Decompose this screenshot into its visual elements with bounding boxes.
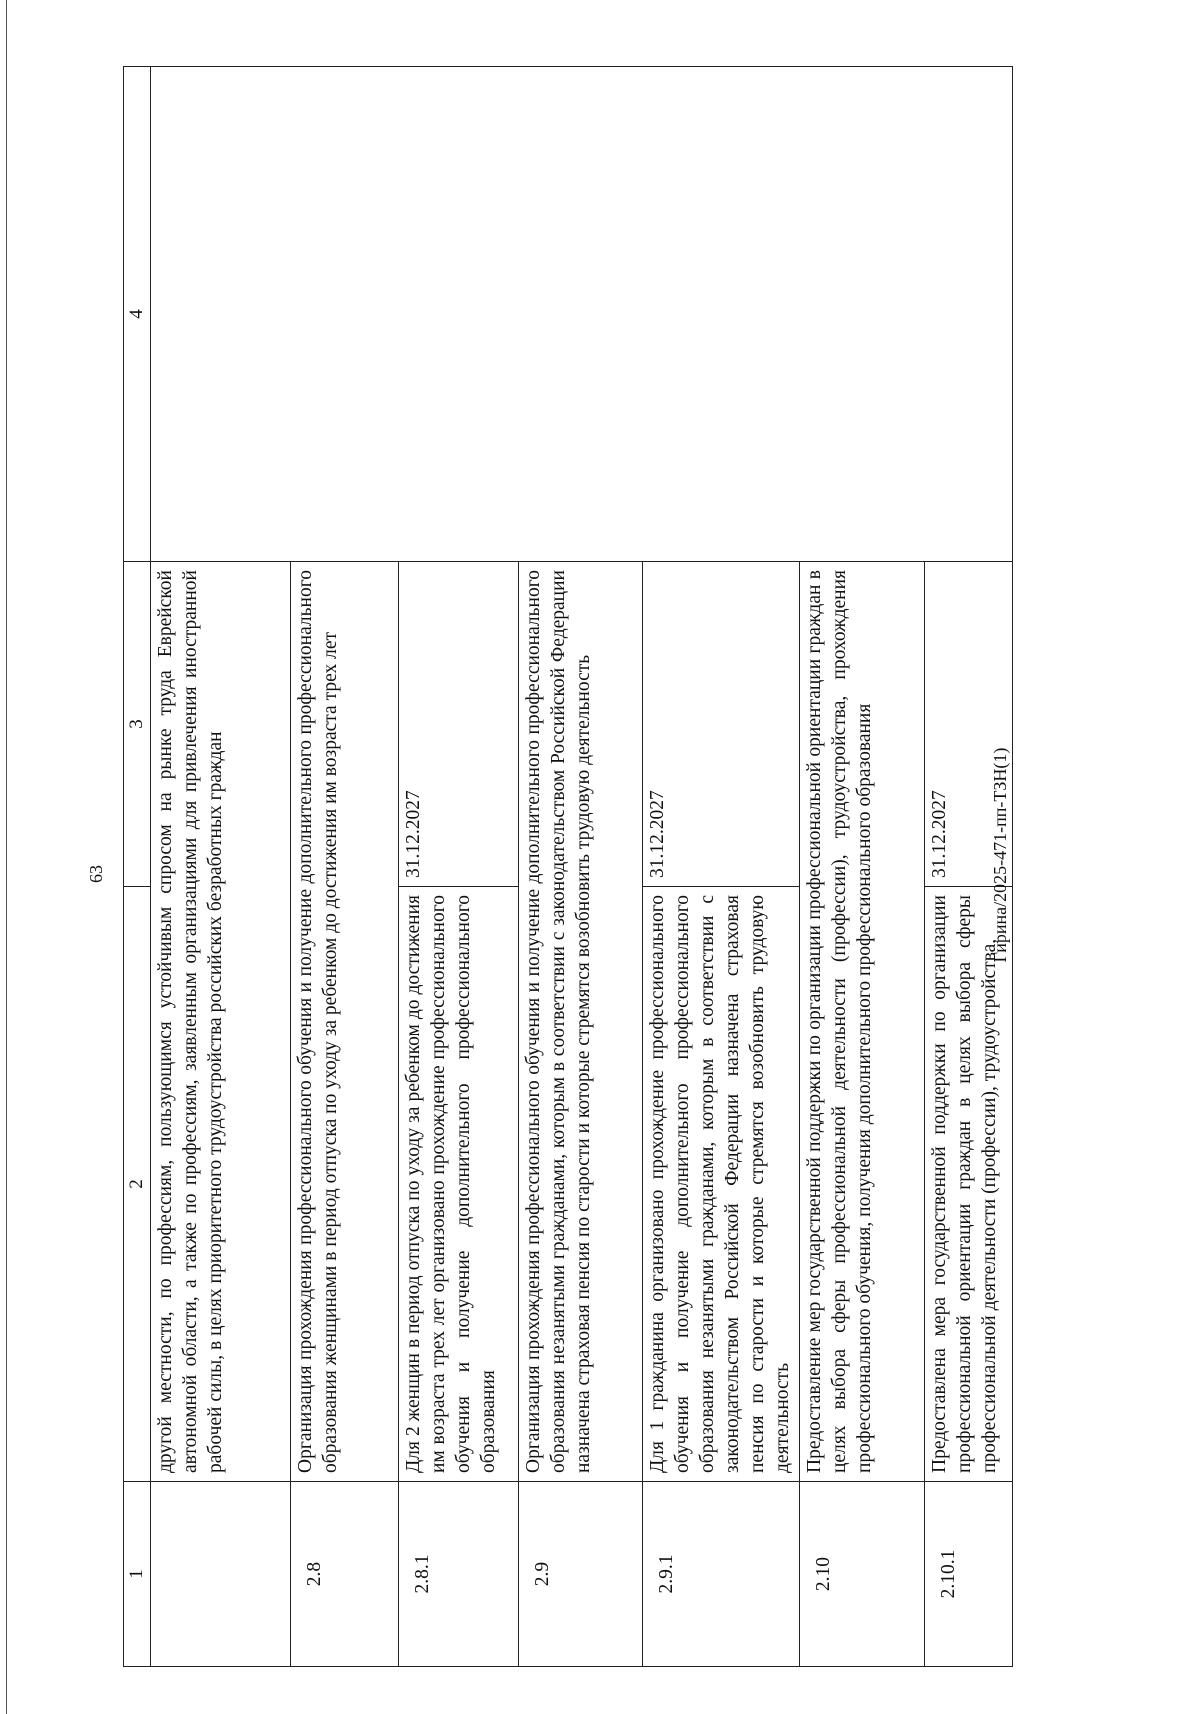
row-text: Для 1 гражданина организовано прохождение профессионального обучения и получение дополнительного профессионального образования незанятыми гражданами, которым в соответствии с законодательством Российской Федерации назначена страховая пенсия по старости и которые стремятся возобновить трудовую деятельность: [643, 887, 800, 1482]
table-row: [151, 67, 291, 1667]
header-col-1: 1: [124, 1482, 151, 1667]
row-number: 2.9.1: [643, 1482, 800, 1667]
row-date: 31.12.2027: [924, 562, 1012, 887]
page-number: 63: [86, 865, 106, 883]
row-col4: [151, 67, 1013, 562]
row-date: 31.12.2027: [399, 562, 519, 887]
row-date: 31.12.2027: [643, 562, 800, 887]
table-header-row: [124, 67, 151, 1667]
header-col-3: 3: [124, 562, 151, 887]
measures-table: [123, 66, 1013, 1667]
row-number: 2.8: [291, 1482, 399, 1667]
row-text: Организация прохождения профессионального обучения и получение дополнительного профессионального образования женщинами в период отпуска по уходу за ребенком до достижения им возраста трех лет: [291, 562, 399, 1482]
row-number: 2.10.1: [924, 1482, 1012, 1667]
row-text: Предоставление мер государственной поддержки по организации профессиональной ориентации граждан в целях выбора сферы профессиональной деятельности (профессии), трудоустройства, прохождения профессионального обучения, получения дополнительного профессионального образования: [799, 562, 924, 1482]
row-number: 2.8.1: [399, 1482, 519, 1667]
document-code: Гирина/2025-471-пп-ТЗН(1): [990, 747, 1010, 963]
row-text: Предоставлена мера государственной поддержки по организации профессиональной ориентации граждан в целях выбора сферы профессиональной деятельности (профессии), трудоустройства,: [924, 887, 1012, 1482]
row-number: 2.10: [799, 1482, 924, 1667]
row-number: 2.9: [519, 1482, 643, 1667]
row-text: Организация прохождения профессионального обучения и получение дополнительного профессионального образования незанятыми гражданами, которым в соответствии с законодательством Российской Федерации назначена страховая пенсия по старости и которые стремятся возобновить трудовую деятельность: [519, 562, 643, 1482]
table-rotated-container: [123, 67, 1013, 1667]
row-text: другой местности, по профессиям, пользующимся устойчивым спросом на рынке труда Еврейской автономной области, а также по профессиям, заявленным организациями для привлечения иностранной рабочей силы, в целях приоритетного трудоустройства российских безработных граждан: [151, 562, 291, 1482]
header-col-4: 4: [124, 67, 151, 562]
header-col-2: 2: [124, 887, 151, 1482]
row-text: Для 2 женщин в период отпуска по уходу за ребенком до достижения им возраста трех лет организовано прохождение профессионального обучения и получение дополнительного профессионального образования: [399, 887, 519, 1482]
page-edge-line: [6, 0, 7, 1714]
row-number: [151, 1482, 291, 1667]
